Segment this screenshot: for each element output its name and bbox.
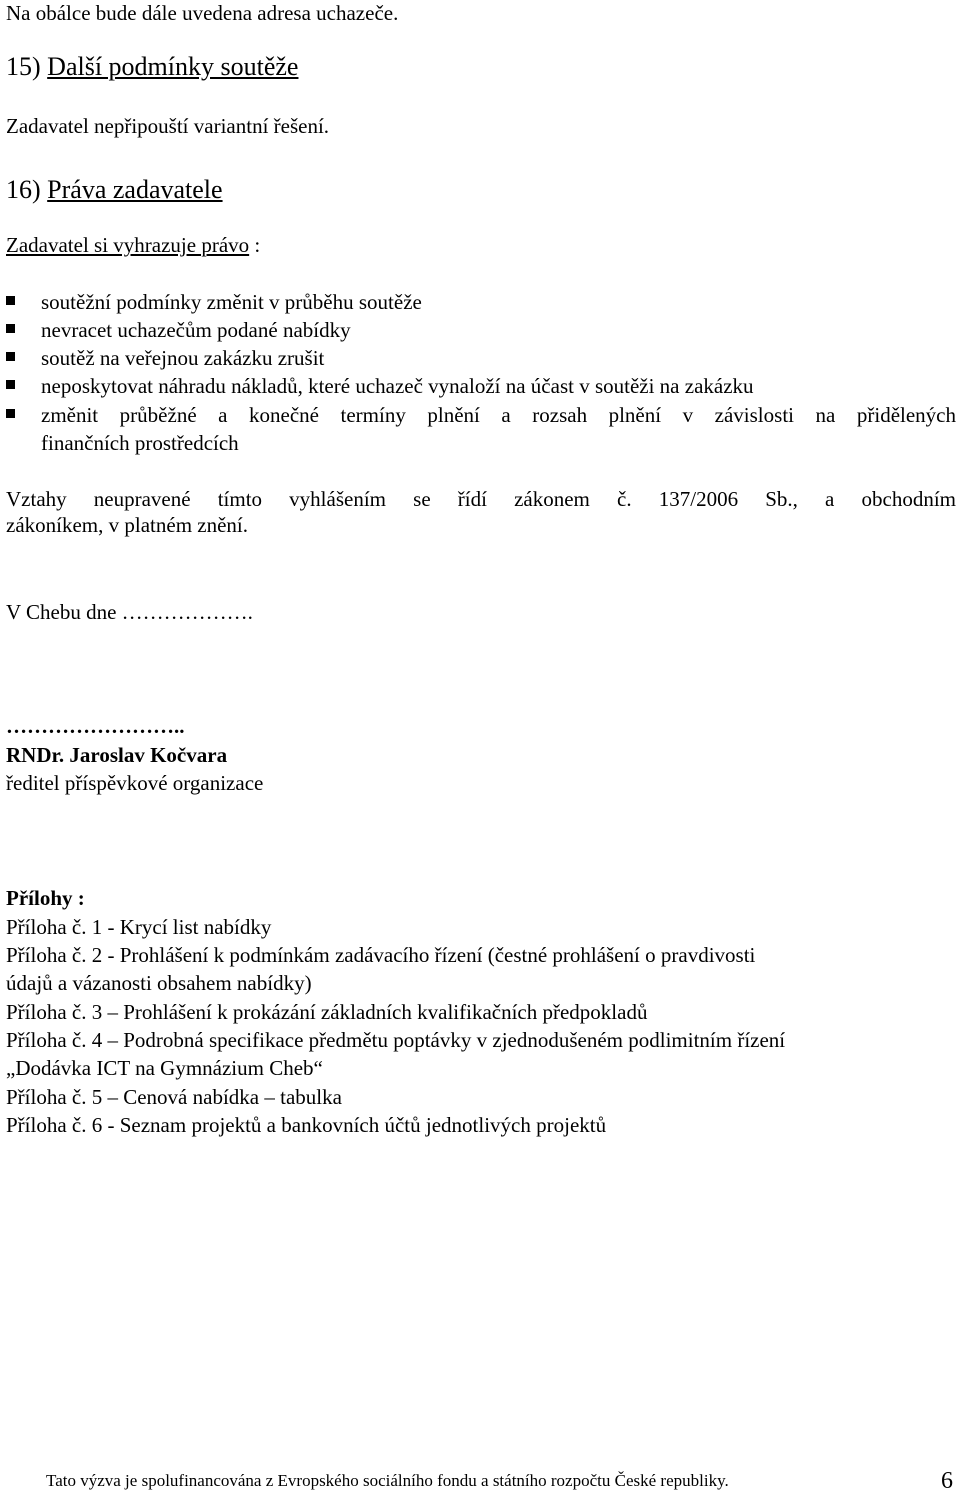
list-item-text: změnit průběžné a konečné termíny plnění a rozsah plnění v závislosti na přidělených (41, 403, 956, 427)
list-item-text: soutěž na veřejnou zakázku zrušit (41, 346, 325, 370)
section-15-text: Zadavatel nepřipouští variantní řešení. (6, 114, 330, 138)
section-16-number: 16) (6, 175, 48, 204)
attachment-line: Příloha č. 3 – Prohlášení k prokázání základních kvalifikačních předpokladů (6, 1000, 648, 1024)
place-date: V Chebu dne ………………. (6, 600, 253, 624)
attachment-line: Příloha č. 4 – Podrobná specifikace předmětu poptávky v zjednodušeném podlimitním řízení (6, 1028, 786, 1052)
section-15-number: 15) (6, 52, 48, 81)
relations-line-2: zákoníkem, v platném znění. (6, 513, 249, 537)
list-item-text: soutěžní podmínky změnit v průběhu soutěže (41, 290, 422, 314)
attachment-line: Příloha č. 2 - Prohlášení k podmínkám zadávacího řízení (čestné prohlášení o pravdivosti (6, 943, 756, 967)
square-bullet-icon (6, 352, 15, 361)
attachment-line: Příloha č. 6 - Seznam projektů a bankovních účtů jednotlivých projektů (6, 1113, 607, 1137)
signature-role: ředitel příspěvkové organizace (6, 771, 264, 795)
attachment-line: Příloha č. 1 - Krycí list nabídky (6, 915, 272, 939)
signature-name: RNDr. Jaroslav Kočvara (6, 743, 228, 767)
relations-line-1: Vztahy neupravené tímto vyhlášením se řídí zákonem č. 137/2006 Sb., a obchodním (6, 487, 956, 511)
section-16-title: Práva zadavatele (47, 175, 223, 204)
footer-text: Tato výzva je spolufinancována z Evropského sociálního fondu a státního rozpočtu České republiky. (46, 1471, 729, 1490)
section-15-title: Další podmínky soutěže (47, 52, 299, 81)
section-16-intro-suffix: : (249, 233, 261, 257)
page-number: 6 (941, 1468, 953, 1494)
list-item-text: neposkytovat náhradu nákladů, které uchazeč vynaloží na účast v soutěži na zakázku (41, 374, 754, 398)
section-16-intro (6, 235, 260, 256)
attachment-line: Příloha č. 5 – Cenová nabídka – tabulka (6, 1085, 342, 1109)
square-bullet-icon (6, 296, 15, 305)
section-16-heading (6, 177, 223, 203)
attachment-line: údajů a vázanosti obsahem nabídky) (6, 971, 312, 995)
square-bullet-icon (6, 380, 15, 389)
attachments-heading: Přílohy : (6, 886, 85, 910)
section-16-intro-text: Zadavatel si vyhrazuje právo (6, 233, 250, 257)
signature-dots: …………………….. (6, 714, 185, 738)
section-15-heading (6, 54, 298, 80)
square-bullet-icon (6, 409, 15, 418)
intro-line: Na obálce bude dále uvedena adresa uchazeče. (6, 1, 399, 25)
list-item-text: finančních prostředcích (41, 431, 239, 455)
square-bullet-icon (6, 324, 15, 333)
list-item-text: nevracet uchazečům podané nabídky (41, 318, 351, 342)
attachment-line: „Dodávka ICT na Gymnázium Cheb“ (6, 1056, 323, 1080)
